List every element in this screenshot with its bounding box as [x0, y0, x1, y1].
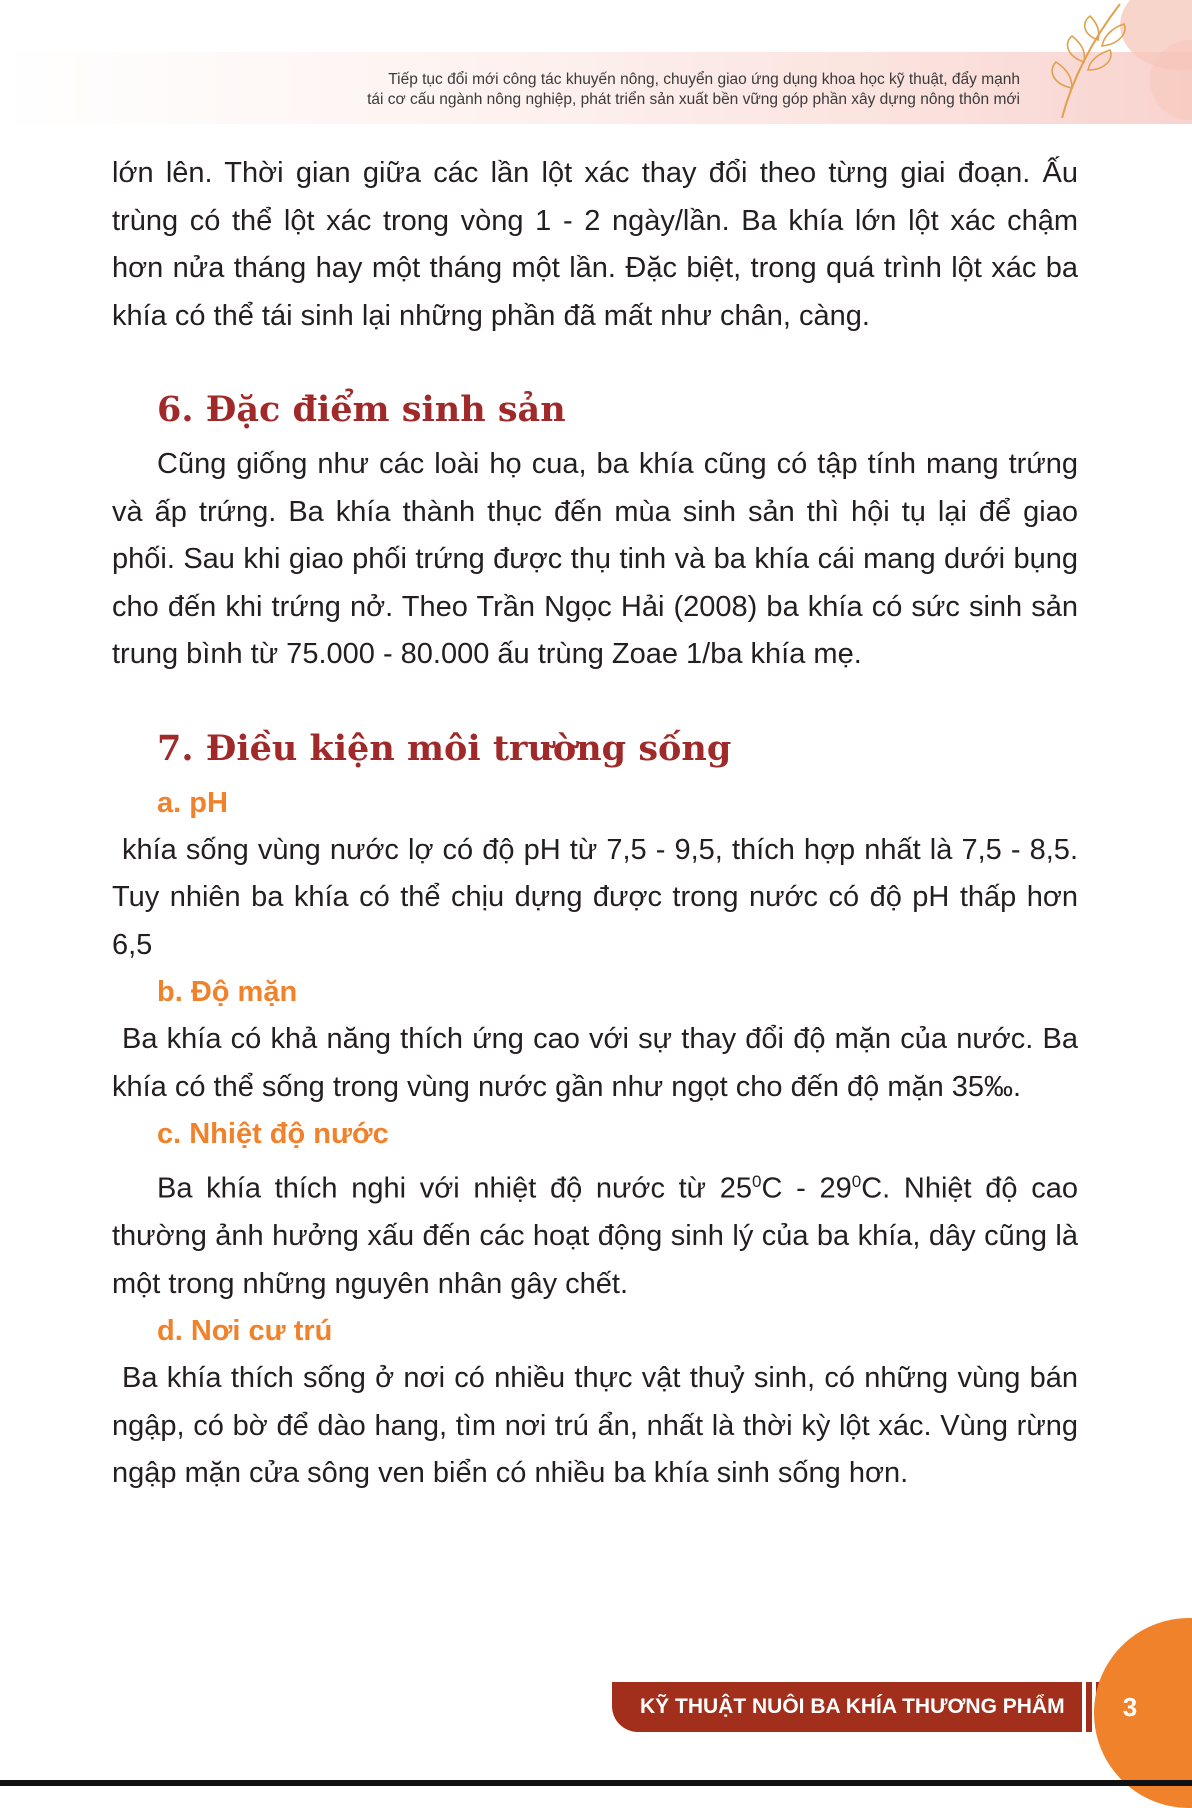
running-header-line-2: tái cơ cấu ngành nông nghiệp, phát triển sản xuất bền vững góp phần xây dựng nông thôn mới [367, 91, 1020, 108]
subsection-d-heading: d. Nơi cư trú [157, 1315, 333, 1348]
footer-book-title: KỸ THUẬT NUÔI BA KHÍA THƯƠNG PHẨM [640, 1695, 1065, 1718]
spacer [112, 340, 1078, 385]
subsection-c-paragraph [112, 1158, 1078, 1308]
footer-separator [1086, 1682, 1092, 1732]
page-content [112, 150, 1078, 1498]
running-header-line-1: Tiếp tục đổi mới công tác khuyến nông, chuyển giao ứng dụng khoa học kỹ thuật, đẩy mạnh [388, 71, 1020, 88]
page-number: 3 [1122, 1692, 1138, 1722]
intro-paragraph: lớn lên. Thời gian giữa các lần lột xác thay đổi theo từng giai đoạn. Ấu trùng có thể lột xác trong vòng 1 - 2 ngày/lần. Ba khía lớn lột xác chậm hơn nửa tháng hay một tháng một lần. Đặc biệt, trong quá trình lột xác ba khía có thể tái sinh lại những phần đã mất như chân, càng. [112, 157, 1078, 332]
section-6-heading: 6. Đặc điểm sinh sản [157, 389, 566, 430]
subsection-d-paragraph: Ba khía thích sống ở nơi có nhiều thực vật thuỷ sinh, có những vùng bán ngập, có bờ để dào hang, tìm nơi trú ẩn, nhất là thời kỳ lột xác. Vùng rừng ngập mặn cửa sông ven biển có nhiều ba khía sinh sống hơn. [112, 1362, 1078, 1490]
leaf-branch-icon [1042, 0, 1132, 120]
subsection-a-heading: a. pH [157, 786, 228, 819]
subsection-c-heading: c. Nhiệt độ nước [157, 1118, 389, 1150]
text-run: C - 29 [761, 1172, 852, 1205]
text-run: Ba khía thích nghi với nhiệt độ nước từ 25 [157, 1172, 753, 1205]
superscript: 0 [851, 1172, 862, 1191]
bottom-rule [0, 1780, 1192, 1786]
subsection-b-paragraph: Ba khía có khả năng thích ứng cao với sự thay đổi độ mặn của nước. Ba khía có thể sống trong vùng nước gần như ngọt cho đến độ mặn 35‰. [112, 1023, 1078, 1103]
subsection-a-paragraph: khía sống vùng nước lợ có độ pH từ 7,5 - 9,5, thích hợp nhất là 7,5 - 8,5. Tuy nhiên ba khía có thể chịu dựng được trong nước có độ pH thấp hơn 6,5 [112, 833, 1078, 961]
subsection-b-heading: b. Độ mặn [157, 976, 298, 1008]
spacer [112, 679, 1078, 724]
section-6-paragraph: Cũng giống như các loài họ cua, ba khía cũng có tập tính mang trứng và ấp trứng. Ba khía thành thục đến mùa sinh sản thì hội tụ lại để giao phối. Sau khi giao phối trứng được thụ tinh và ba khía cái mang dưới bụng cho đến khi trứng nở. Theo Trần Ngọc Hải (2008) ba khía có sức sinh sản trung bình từ 75.000 - 80.000 ấu trùng Zoae 1/ba khía mẹ. [112, 448, 1078, 670]
superscript: 0 [752, 1172, 762, 1191]
section-7-heading: 7. Điều kiện môi trường sống [157, 727, 732, 769]
running-header [367, 70, 1020, 110]
text-run: C. Nhiệt độ cao thường ảnh hưởng xấu đến các hoạt động sinh lý của ba khía, dây cũng là một trong những nguyên nhân gây chết. [112, 1172, 1078, 1300]
